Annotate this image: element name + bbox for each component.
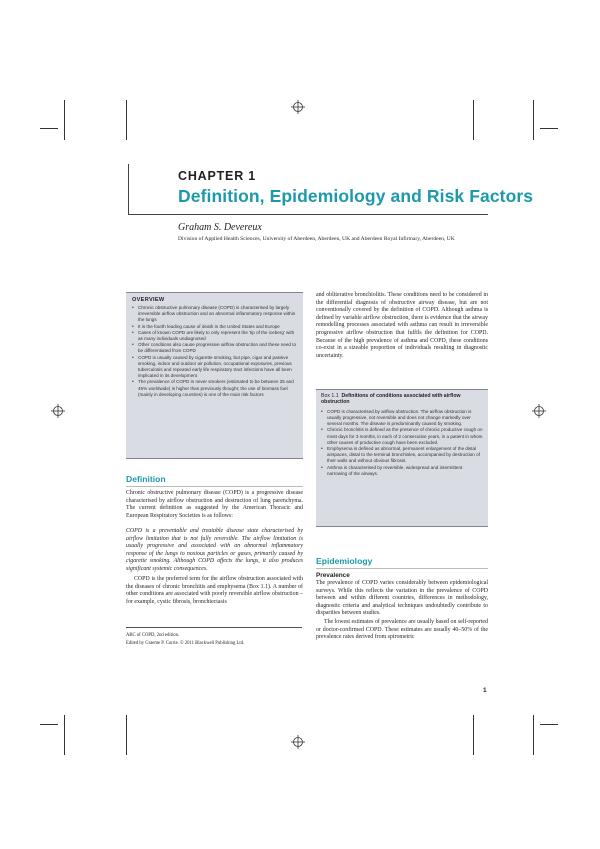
list-item: • Chronic obstructive pulmonary disease (COPD) is characterised by largely irreversible airflow obstruction and an abnormal inflammatory response within the lungs [132, 305, 298, 324]
list-item: • Cases of known COPD are likely to only represent the 'tip of the iceberg' with as many individuals undiagnosed [132, 330, 298, 342]
box-title [321, 393, 483, 406]
crop-mark [540, 724, 558, 725]
chapter-title: Definition, Epidemiology and Risk Factors [178, 186, 534, 206]
crop-mark [540, 128, 558, 129]
list-item: • Chronic bronchitis is defined as the presence of chronic productive cough on most days for 3 months, in each of 2 consecutive years, in a patient in whom other causes of productive cough have been excluded. [321, 427, 483, 446]
crop-mark [473, 715, 474, 755]
registration-mark-icon [291, 100, 305, 114]
definition-paragraph: Chronic obstructive pulmonary disease (COPD) is a progressive disease characterised by airflow obstruction and destruction of lung parenchyma. The current definition as suggested by the American Thoracic and European Respiratory Societies is as follows: [126, 490, 303, 519]
right-column-paragraph: and obliterative bronchiolitis. These conditions need to be considered in the differential diagnosis of obstructive airway disease, but are not conventionally covered by the definition of COPD. Although asthma is defined by variable airflow obstruction, there is evidence that the airway remodelling processes associated with asthma can result in irreversible progressive airflow obstruction that fulfils the definition for COPD. Because of the high prevalence of asthma and COPD, these conditions co-exist in a sizeable proportion of individuals resulting in diagnostic uncertainty. [316, 292, 488, 359]
overview-list [132, 305, 298, 398]
crop-mark [533, 715, 534, 755]
crop-mark [40, 724, 58, 725]
registration-mark-icon [51, 404, 65, 418]
list-item: • Asthma is characterised by reversible, widespread and intermittent narrowing of the airways. [321, 465, 483, 477]
definition-quote: COPD is a preventable and treatable disease state characterised by airflow limitation that is not fully reversible. The airflow limitation is usually progressive and associated with an abnormal inflammatory response of the lungs to noxious particles or gases, primarily caused by cigarette smoking. Although COPD affects the lungs, it also produces significant systemic consequences. [126, 528, 303, 572]
box-list [321, 409, 483, 477]
chapter-label: CHAPTER 1 [178, 169, 257, 183]
list-item: • COPD is usually caused by cigarette smoking, but pipe, cigar and passive smoking, indoor and outdoor air pollution, occupational exposures, previous tuberculosis and repeated early life respiratory tract infections have all been implicated in its development [132, 355, 298, 380]
footer-line: ABC of COPD, 2nd edition. [126, 633, 180, 638]
epidemiology-paragraph: The lowest estimates of prevalence are usually based on self-reported or doctor-confirmed COPD. These estimates are usually 40–50% of the prevalence rates derived from spirometric [316, 619, 488, 641]
heading-rule [316, 568, 488, 569]
list-item: • The prevalence of COPD in never smokers (estimated to be between 25 and 45% worldwide) is higher than previously thought; the use of biomass fuel (mainly in developing countries) is one of the main risk factors [132, 379, 298, 398]
list-item: • COPD is characterised by airflow obstruction. The airflow obstruction is usually progressive, not reversible and does not change markedly over several months. The disease is predominantly caused by smoking. [321, 409, 483, 428]
box-label: Box 1.1 [321, 393, 339, 399]
page-number: 1 [483, 687, 487, 694]
box-title-text: Definitions of conditions associated with airflow obstruction [321, 393, 461, 406]
registration-mark-icon [532, 404, 546, 418]
box-1-1 [316, 389, 488, 527]
crop-mark [40, 128, 58, 129]
definition-heading: Definition [126, 474, 166, 484]
title-rule [128, 214, 488, 215]
crop-mark [473, 100, 474, 140]
list-item: • Other conditions also cause progressive airflow obstruction and these need to be differentiated from COPD [132, 342, 298, 354]
title-rule-vertical [128, 164, 129, 215]
crop-mark [64, 100, 65, 140]
overview-title: OVERVIEW [132, 297, 165, 303]
author-affiliation: Division of Applied Health Sciences, University of Aberdeen, Aberdeen, UK and Aberdeen Royal Infirmary, Aberdeen, UK [178, 236, 455, 242]
list-item: • It is the fourth leading cause of death in the United States and Europe [132, 324, 298, 330]
crop-mark [64, 715, 65, 755]
crop-mark [126, 100, 127, 140]
registration-mark-icon [291, 735, 305, 749]
author-name: Graham S. Devereux [178, 222, 262, 233]
list-item: • Emphysema is defined as abnormal, permanent enlargement of the distal airspaces, distal to the terminal bronchioles, accompanied by destruction of their walls and without obvious fibrosis. [321, 446, 483, 465]
footer-rule [126, 627, 302, 628]
prevalence-subheading: Prevalence [316, 572, 350, 579]
overview-box [126, 292, 303, 459]
heading-rule [126, 486, 303, 487]
epidemiology-heading: Epidemiology [316, 556, 373, 566]
crop-mark [533, 100, 534, 140]
definition-paragraph: COPD is the preferred term for the airflow obstruction associated with the diseases of chronic bronchitis and emphysema (Box 1.1). A number of other conditions are associated with poorly reversible airflow obstruction – for example, cystic fibrosis, bronchiectasis [126, 576, 303, 605]
crop-mark [126, 715, 127, 755]
footer-line: Edited by Graeme P. Currie. © 2011 Blackwell Publishing Ltd. [126, 641, 245, 646]
epidemiology-paragraph: The prevalence of COPD varies considerably between epidemiological surveys. While this reflects the variation in the prevalence of COPD between and within different countries, differences in methodology, diagnostic criteria and analytical techniques undoubtedly contribute to disparities between studies. [316, 580, 488, 617]
